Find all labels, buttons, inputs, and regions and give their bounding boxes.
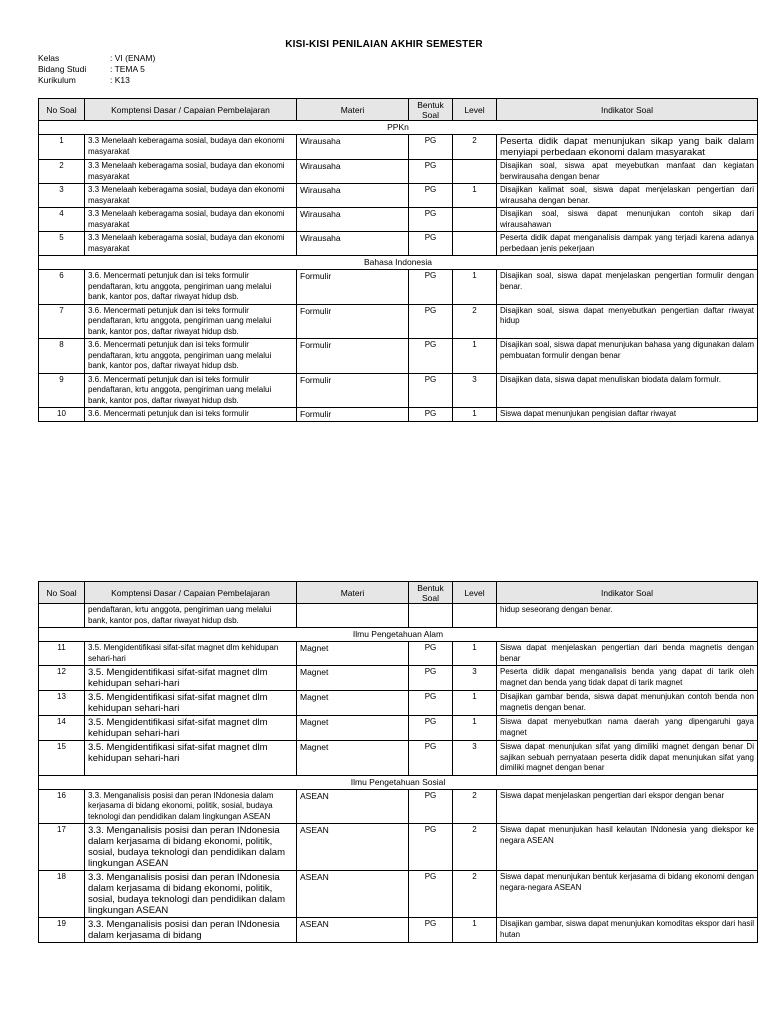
cell-bentuk-soal: PG	[409, 789, 453, 824]
cell-indikator-soal: Peserta didik dapat menunjukan sikap yang baik dalam menyiapi perbedaan ekonomi dalam masyarakat	[497, 135, 758, 160]
table-row	[39, 824, 758, 871]
cell-kompetensi-dasar: 3.3 Menelaah keberagama sosial, budaya dan ekonomi masyarakat	[85, 208, 297, 232]
cell-indikator-soal: Disajikan kalimat soal, siswa dapat menjelaskan pengertian dari wirausaha dengan benar.	[497, 184, 758, 208]
section-title: Ilmu Pengetahuan Alam	[39, 628, 758, 642]
section-row	[39, 628, 758, 642]
table-row	[39, 373, 758, 408]
header-level: Level	[453, 99, 497, 121]
section-row	[39, 121, 758, 135]
cell-materi: Wirausaha	[297, 208, 409, 232]
cell-no-soal: 18	[39, 871, 85, 918]
cell-no-soal	[39, 604, 85, 628]
cell-level: 1	[453, 408, 497, 422]
table-row	[39, 741, 758, 776]
cell-no-soal: 6	[39, 270, 85, 305]
meta-value: : TEMA 5	[110, 64, 145, 74]
cell-indikator-soal: Siswa dapat menyebutkan nama daerah yang dipengaruhi gaya magnet	[497, 716, 758, 741]
cell-indikator-soal: Disajikan soal, siswa dapat menunjukan bahasa yang digunakan dalam pembuatan formulir dengan benar	[497, 339, 758, 374]
meta-kelas	[38, 53, 155, 64]
cell-bentuk-soal: PG	[409, 208, 453, 232]
cell-materi: Magnet	[297, 666, 409, 691]
meta-kurikulum	[38, 75, 155, 86]
kisi-table-page-2	[38, 581, 758, 943]
cell-no-soal: 17	[39, 824, 85, 871]
cell-level: 3	[453, 666, 497, 691]
cell-level	[453, 160, 497, 184]
cell-kompetensi-dasar: 3.6. Mencermati petunjuk dan isi teks formulir pendaftaran, krtu anggota, pengiriman uang melalui bank, kantor pos, daftar riwayat hidup dsb.	[85, 339, 297, 374]
cell-indikator-soal: Siswa dapat menunjukan pengisian daftar riwayat	[497, 408, 758, 422]
cell-level: 1	[453, 918, 497, 943]
cell-no-soal: 5	[39, 232, 85, 256]
cell-kompetensi-dasar: 3.3 Menelaah keberagama sosial, budaya dan ekonomi masyarakat	[85, 184, 297, 208]
cell-level: 1	[453, 270, 497, 305]
cell-indikator-soal: Peserta didik dapat menganalisis benda yang dapat di tarik oleh magnet dan benda yang tidak dapat di tarik magnet	[497, 666, 758, 691]
table-row	[39, 184, 758, 208]
section-title: Bahasa Indonesia	[39, 256, 758, 270]
cell-materi: Magnet	[297, 741, 409, 776]
cell-bentuk-soal	[409, 604, 453, 628]
cell-materi: Formulir	[297, 304, 409, 339]
header-no-soal: No Soal	[39, 582, 85, 604]
table-row	[39, 666, 758, 691]
header-kompetensi-dasar: Komptensi Dasar / Capaian Pembelajaran	[85, 99, 297, 121]
cell-materi: ASEAN	[297, 789, 409, 824]
cell-indikator-soal: hidup seseorang dengan benar.	[497, 604, 758, 628]
meta-bidang-studi	[38, 64, 155, 75]
cell-no-soal: 1	[39, 135, 85, 160]
cell-materi	[297, 604, 409, 628]
cell-kompetensi-dasar: 3.6. Mencermati petunjuk dan isi teks formulir	[85, 408, 297, 422]
table-row	[39, 339, 758, 374]
cell-bentuk-soal: PG	[409, 871, 453, 918]
cell-bentuk-soal: PG	[409, 716, 453, 741]
cell-bentuk-soal: PG	[409, 666, 453, 691]
cell-no-soal: 15	[39, 741, 85, 776]
cell-level: 1	[453, 642, 497, 666]
table-row	[39, 604, 758, 628]
table-row	[39, 208, 758, 232]
cell-no-soal: 11	[39, 642, 85, 666]
cell-bentuk-soal: PG	[409, 691, 453, 716]
cell-materi: Formulir	[297, 270, 409, 305]
cell-no-soal: 8	[39, 339, 85, 374]
cell-level: 1	[453, 716, 497, 741]
cell-bentuk-soal: PG	[409, 741, 453, 776]
cell-indikator-soal: Disajikan gambar, siswa dapat menunjukan komoditas ekspor dari hasil hutan	[497, 918, 758, 943]
document-meta	[38, 53, 155, 86]
cell-kompetensi-dasar: 3.6. Mencermati petunjuk dan isi teks formulir pendaftaran, krtu anggota, pengiriman uang melalui bank, kantor pos, daftar riwayat hidup dsb.	[85, 373, 297, 408]
cell-level: 1	[453, 691, 497, 716]
meta-label: Kurikulum	[38, 75, 76, 85]
cell-kompetensi-dasar: 3.3 Menelaah keberagama sosial, budaya dan ekonomi masyarakat	[85, 135, 297, 160]
cell-indikator-soal: Siswa dapat menunjukan hasil kelautan INdonesia yang diekspor ke negara ASEAN	[497, 824, 758, 871]
cell-no-soal: 2	[39, 160, 85, 184]
cell-bentuk-soal: PG	[409, 918, 453, 943]
cell-level: 2	[453, 789, 497, 824]
meta-value: : K13	[110, 75, 130, 85]
cell-no-soal: 12	[39, 666, 85, 691]
cell-materi: Wirausaha	[297, 232, 409, 256]
cell-no-soal: 10	[39, 408, 85, 422]
table-row	[39, 871, 758, 918]
cell-materi: Formulir	[297, 339, 409, 374]
cell-level	[453, 604, 497, 628]
cell-level: 3	[453, 373, 497, 408]
cell-bentuk-soal: PG	[409, 373, 453, 408]
cell-kompetensi-dasar: 3.3. Menganalisis posisi dan peran INdonesia dalam kerjasama di bidang ekonomi, politik, sosial, budaya teknologi dan pendidikan dalam lingkungan ASEAN	[85, 824, 297, 871]
cell-indikator-soal: Siswa dapat menunjukan bentuk kerjasama di bidang ekonomi dengan negara-negara ASEAN	[497, 871, 758, 918]
cell-no-soal: 9	[39, 373, 85, 408]
cell-indikator-soal: Disajikan soal, siswa dapat menyebutkan pengertian daftar riwayat hidup	[497, 304, 758, 339]
cell-materi: ASEAN	[297, 918, 409, 943]
cell-indikator-soal: Disajikan soal, siswa dapat menunjukan contoh sikap dari wirausahawan	[497, 208, 758, 232]
cell-level	[453, 232, 497, 256]
cell-no-soal: 4	[39, 208, 85, 232]
cell-level	[453, 208, 497, 232]
cell-no-soal: 7	[39, 304, 85, 339]
cell-kompetensi-dasar: 3.5. Mengidentifikasi sifat-sifat magnet dlm kehidupan sehari-hari	[85, 741, 297, 776]
cell-level: 2	[453, 304, 497, 339]
cell-kompetensi-dasar: 3.3 Menelaah keberagama sosial, budaya dan ekonomi masyarakat	[85, 160, 297, 184]
cell-indikator-soal: Disajikan gambar benda, siswa dapat menunjukan contoh benda non magnetis dengan benar.	[497, 691, 758, 716]
header-bentuk-soal: Bentuk Soal	[409, 582, 453, 604]
table-row	[39, 691, 758, 716]
table-header	[39, 582, 758, 604]
cell-kompetensi-dasar: 3.3 Menelaah keberagama sosial, budaya dan ekonomi masyarakat	[85, 232, 297, 256]
cell-indikator-soal: Peserta didik dapat menganalisis dampak yang terjadi karena adanya perbedaan jenis pekerjaan	[497, 232, 758, 256]
table-row	[39, 135, 758, 160]
cell-bentuk-soal: PG	[409, 184, 453, 208]
cell-no-soal: 16	[39, 789, 85, 824]
section-row	[39, 256, 758, 270]
section-title: PPKn	[39, 121, 758, 135]
cell-materi: Wirausaha	[297, 184, 409, 208]
cell-materi: Formulir	[297, 408, 409, 422]
cell-kompetensi-dasar: 3.5. Mengidentifikasi sifat-sifat magnet dlm kehidupan sehari-hari	[85, 716, 297, 741]
cell-kompetensi-dasar: 3.5. Mengidentifikasi sifat-sifat magnet dlm kehidupan sehari-hari	[85, 691, 297, 716]
header-indikator-soal: Indikator Soal	[497, 582, 758, 604]
table-row	[39, 789, 758, 824]
meta-value: : VI (ENAM)	[110, 53, 156, 63]
cell-kompetensi-dasar: 3.6. Mencermati petunjuk dan isi teks formulir pendaftaran, krtu anggota, pengiriman uang melalui bank, kantor pos, daftar riwayat hidup dsb.	[85, 270, 297, 305]
section-title: Ilmu Pengetahuan Sosial	[39, 775, 758, 789]
cell-kompetensi-dasar: 3.5. Mengidentifikasi sifat-sifat magnet dlm kehidupan sehari-hari	[85, 642, 297, 666]
table-body	[39, 604, 758, 943]
meta-label: Bidang Studi	[38, 64, 87, 74]
cell-bentuk-soal: PG	[409, 824, 453, 871]
cell-bentuk-soal: PG	[409, 304, 453, 339]
cell-kompetensi-dasar: 3.5. Mengidentifikasi sifat-sifat magnet dlm kehidupan sehari-hari	[85, 666, 297, 691]
table-row	[39, 304, 758, 339]
table-body	[39, 121, 758, 422]
cell-bentuk-soal: PG	[409, 232, 453, 256]
header-materi: Materi	[297, 99, 409, 121]
table-row	[39, 918, 758, 943]
cell-level: 2	[453, 871, 497, 918]
table-row	[39, 716, 758, 741]
cell-level: 2	[453, 824, 497, 871]
cell-level: 3	[453, 741, 497, 776]
cell-bentuk-soal: PG	[409, 135, 453, 160]
cell-kompetensi-dasar: 3.3. Menganalisis posisi dan peran INdonesia dalam kerjasama di bidang ekonomi, politik, sosial, budaya teknologi dan pendidikan dalam lingkungan ASEAN	[85, 871, 297, 918]
table-row	[39, 408, 758, 422]
table-row	[39, 160, 758, 184]
cell-kompetensi-dasar: pendaftaran, krtu anggota, pengiriman uang melalui bank, kantor pos, daftar riwayat hidup dsb.	[85, 604, 297, 628]
cell-materi: Wirausaha	[297, 135, 409, 160]
cell-no-soal: 14	[39, 716, 85, 741]
cell-bentuk-soal: PG	[409, 408, 453, 422]
header-bentuk-soal: Bentuk Soal	[409, 99, 453, 121]
table-row	[39, 642, 758, 666]
cell-materi: Magnet	[297, 691, 409, 716]
header-level: Level	[453, 582, 497, 604]
cell-bentuk-soal: PG	[409, 160, 453, 184]
cell-materi: ASEAN	[297, 824, 409, 871]
cell-kompetensi-dasar: 3.6. Mencermati petunjuk dan isi teks formulir pendaftaran, krtu anggota, pengiriman uang melalui bank, kantor pos, daftar riwayat hidup dsb.	[85, 304, 297, 339]
section-row	[39, 775, 758, 789]
cell-materi: Formulir	[297, 373, 409, 408]
cell-level: 1	[453, 339, 497, 374]
table-row	[39, 270, 758, 305]
table-header	[39, 99, 758, 121]
cell-bentuk-soal: PG	[409, 270, 453, 305]
cell-kompetensi-dasar: 3.3. Menganalisis posisi dan peran INdonesia dalam kerjasama di bidang ekonomi, politik, sosial, budaya teknologi dan pendidikan dalam lingkungan ASEAN	[85, 789, 297, 824]
kisi-table-page-1	[38, 98, 758, 422]
cell-bentuk-soal: PG	[409, 339, 453, 374]
cell-no-soal: 19	[39, 918, 85, 943]
header-materi: Materi	[297, 582, 409, 604]
cell-indikator-soal: Siswa dapat menjelaskan pengertian dari ekspor dengan benar	[497, 789, 758, 824]
table-row	[39, 232, 758, 256]
cell-indikator-soal: Disajikan soal, siswa dapat menjelaskan pengertian formulir dengan benar.	[497, 270, 758, 305]
cell-level: 2	[453, 135, 497, 160]
cell-materi: ASEAN	[297, 871, 409, 918]
cell-indikator-soal: Siswa dapat menjelaskan pengertian dari benda magnetis dengan benar	[497, 642, 758, 666]
header-indikator-soal: Indikator Soal	[497, 99, 758, 121]
cell-no-soal: 13	[39, 691, 85, 716]
cell-level: 1	[453, 184, 497, 208]
cell-indikator-soal: Disajikan data, siswa dapat menuliskan biodata dalam formulr.	[497, 373, 758, 408]
header-no-soal: No Soal	[39, 99, 85, 121]
cell-no-soal: 3	[39, 184, 85, 208]
header-kompetensi-dasar: Komptensi Dasar / Capaian Pembelajaran	[85, 582, 297, 604]
cell-materi: Wirausaha	[297, 160, 409, 184]
cell-materi: Magnet	[297, 642, 409, 666]
cell-indikator-soal: Siswa dapat menunjukan sifat yang dimiliki magnet dengan benar Di sajikan sebuah pernyataan peserta didik dapat menunjukan sifat yang dimiliki magnet dengan benar	[497, 741, 758, 776]
cell-indikator-soal: Disajikan soal, siswa apat meyebutkan manfaat dan kegiatan berwirausaha dengan benar	[497, 160, 758, 184]
cell-bentuk-soal: PG	[409, 642, 453, 666]
cell-kompetensi-dasar: 3.3. Menganalisis posisi dan peran INdonesia dalam kerjasama di bidang	[85, 918, 297, 943]
meta-label: Kelas	[38, 53, 60, 63]
page-title: KISI-KISI PENILAIAN AKHIR SEMESTER	[285, 39, 483, 50]
cell-materi: Magnet	[297, 716, 409, 741]
